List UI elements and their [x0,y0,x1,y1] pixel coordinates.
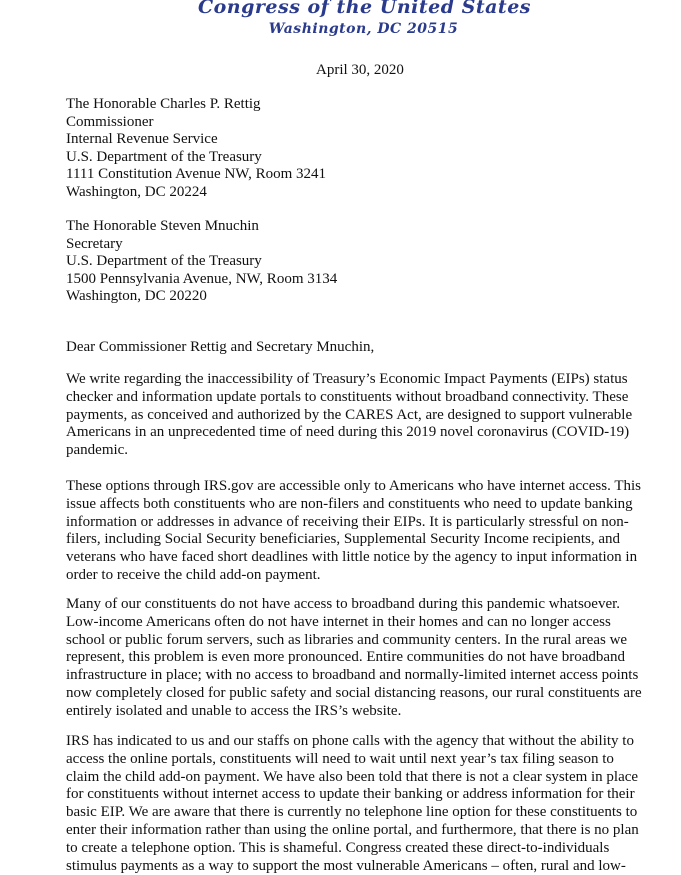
address-line: Washington, DC 20224 [66,183,207,200]
paragraph-line: information or addresses in advance of receiving their EIPs. It is particularly stressful on non- [66,513,629,530]
paragraph-line: for constituents without internet access to update their banking or address information for their [66,786,635,803]
paragraph-line: now completely closed for public safety and social distancing reasons, our rural constituents are [66,684,642,701]
address-line: 1500 Pennsylvania Avenue, NW, Room 3134 [66,270,338,287]
paragraph-line: basic EIP. We are aware that there is currently no telephone line option for these constituents to [66,804,638,821]
address-line: The Honorable Charles P. Rettig [66,96,261,112]
address-line: 1111 Constitution Avenue NW, Room 3241 [66,166,327,182]
letterhead-subtitle: Washington, DC 20515 [268,21,459,37]
paragraph-line: access the online portals, constituents will need to wait until next year’s tax filing season to [66,750,614,767]
address-line: U.S. Department of the Treasury [66,148,262,165]
paragraph-line: claim the child add-on payment. We have also been told that there is not a clear system in place [66,768,639,785]
paragraph-line: We write regarding the inaccessibility of Treasury’s Economic Impact Payments (EIPs) status [66,371,628,387]
paragraph-line: represent, this problem is even more pronounced. Entire communities do not have broadband [66,649,626,666]
recipient-address-mnuchin [66,218,666,306]
body-paragraph-4 [66,733,670,875]
paragraph-line: enter their information rather than using the online portal, and furthermore, that there is no plan [66,821,639,838]
paragraph-line: payments, as conceived and authorized by the CARES Act, are designed to support vulnerable [66,406,633,423]
paragraph-line: Low-income Americans often do not have internet in their homes and can no longer access [66,613,611,630]
paragraph-line: IRS has indicated to us and our staffs on phone calls with the agency that without the ability to [66,733,634,749]
body-paragraph-1 [66,371,670,460]
address-line: Washington, DC 20220 [66,288,207,304]
paragraph-line: entirely isolated and unable to access the IRS’s website. [66,702,402,719]
address-line: Commissioner [66,113,154,130]
paragraph-line: to create a telephone option. This is shameful. Congress created these direct-to-individuals [66,839,610,856]
paragraph-line: school or public forum servers, such as libraries and community centers. In the rural areas we [66,631,628,648]
paragraph-line: pandemic. [66,442,129,459]
paragraph-line: Many of our constituents do not have access to broadband during this pandemic whatsoever. [66,596,621,612]
paragraph-line: infrastructure in place; with no access to broadband and normally-limited internet access points [66,667,639,684]
paragraph-line: These options through IRS.gov are accessible only to Americans who have internet access. This [66,478,641,494]
address-line: U.S. Department of the Treasury [66,253,262,269]
letterhead [0,0,681,38]
letter-date: April 30, 2020 [316,62,404,78]
paragraph-line: veterans who have faced short deadlines with little notice by the agency to input information in [66,549,638,566]
paragraph-line: order to receive the child add-on payment. [66,566,321,583]
letterhead-title: Congress of the United States [198,0,531,18]
address-line: Internal Revenue Service [66,131,218,147]
paragraph-line: checker and information update portals to constituents without broadband connectivity. These [66,388,629,405]
paragraph-line: stimulus payments as a way to support the most vulnerable Americans – often, rural and low- [66,857,626,874]
salutation: Dear Commissioner Rettig and Secretary Mnuchin, [66,339,375,355]
recipient-address-rettig [66,96,666,201]
address-line: The Honorable Steven Mnuchin [66,218,259,234]
body-paragraph-2 [66,478,670,585]
address-line: Secretary [66,235,123,252]
paragraph-line: issue affects both constituents who are non-filers and constituents who need to update banking [66,495,633,512]
paragraph-line: filers, including Social Security beneficiaries, Supplemental Security Income recipients, and [66,531,620,548]
paragraph-line: Americans in an unprecedented time of need during this 2019 novel coronavirus (COVID-19) [66,424,630,441]
body-paragraph-3 [66,596,670,721]
